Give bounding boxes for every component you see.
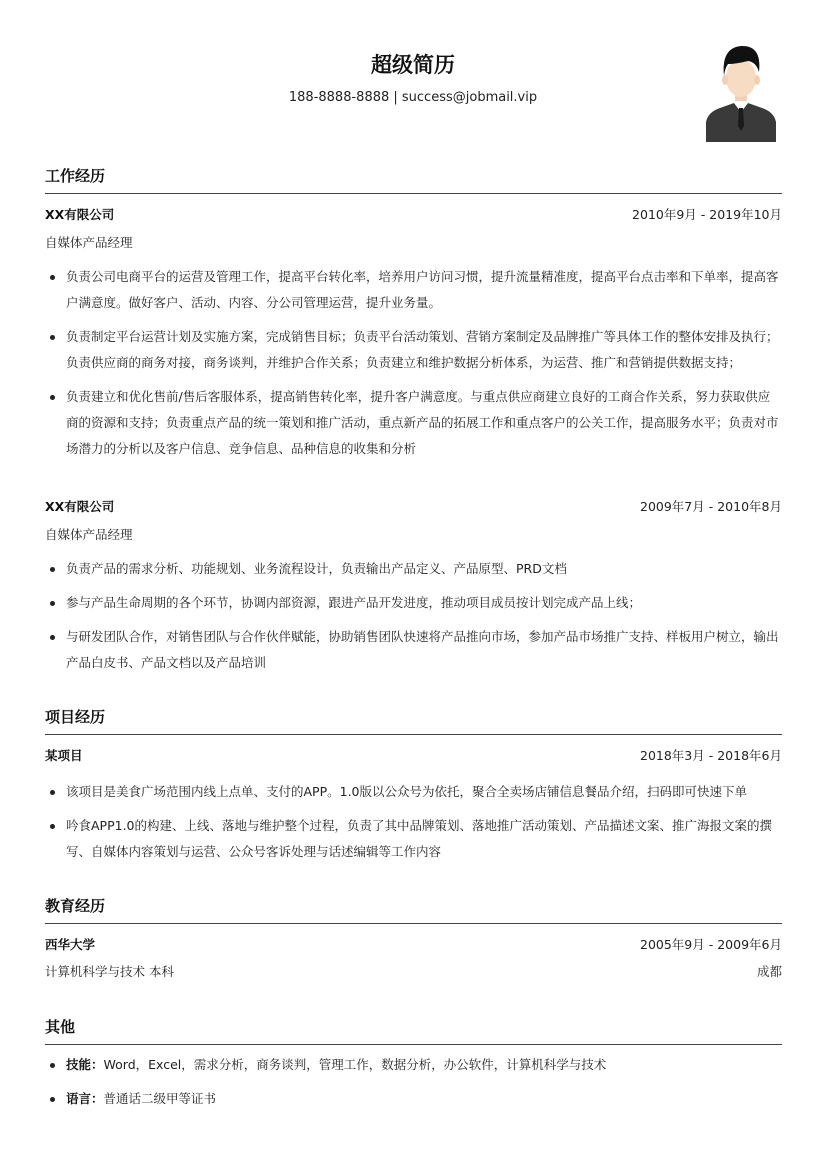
section-divider: [45, 734, 782, 735]
job-dates: 2009年7月 - 2010年8月: [640, 499, 782, 514]
avatar: [704, 42, 778, 142]
list-item: 负责公司电商平台的运营及管理工作，提高平台转化率，培养用户访问习惯，提升流量精准度，提高平台点击率和下单率，提高客户满意度。做好客户、活动、内容、分公司管理运营，提升业务量。: [45, 264, 780, 316]
education-city: 成都: [756, 964, 782, 979]
job-header: [45, 205, 782, 225]
education-dates: 2005年9月 - 2009年6月: [640, 937, 782, 952]
job-role: 自媒体产品经理: [45, 235, 133, 250]
section-title: 工作经历: [45, 167, 106, 185]
section-divider: [45, 1044, 782, 1045]
section-title: 教育经历: [45, 897, 106, 915]
section-work: [45, 165, 782, 194]
language-value: 普通话二级甲等证书: [103, 1091, 217, 1106]
job-header: [45, 497, 782, 517]
project-name: 某项目: [45, 748, 83, 763]
company-name: XX有限公司: [45, 499, 115, 514]
section-education: [45, 895, 782, 924]
job-bullets: [45, 556, 780, 684]
job-role-row: [45, 233, 782, 253]
job-role: 自媒体产品经理: [45, 527, 133, 542]
list-item: [45, 1086, 780, 1112]
section-projects: [45, 706, 782, 735]
job-bullets: [45, 264, 780, 470]
project-dates: 2018年3月 - 2018年6月: [640, 748, 782, 763]
education-detail: [45, 962, 782, 982]
major-degree: 计算机科学与技术 本科: [45, 964, 174, 979]
project-header: [45, 746, 782, 766]
section-divider: [45, 923, 782, 924]
company-name: XX有限公司: [45, 207, 115, 222]
other-bullets: [45, 1052, 780, 1120]
contact-info: 188-8888-8888 | success@jobmail.vip: [288, 90, 538, 105]
list-item: 吟食APP1.0的构建、上线、落地与维护整个过程，负责了其中品牌策划、落地推广活动策划、产品描述文案、推广海报文案的撰写、自媒体内容策划与运营、公众号客诉处理与话述编辑等工作内容: [45, 813, 780, 865]
job-dates: 2010年9月 - 2019年10月: [632, 207, 782, 222]
section-title: 项目经历: [45, 708, 106, 726]
job-role-row: [45, 525, 782, 545]
project-bullets: [45, 779, 780, 873]
education-header: [45, 935, 782, 955]
skills-value: Word，Excel，需求分析，商务谈判，管理工作，数据分析，办公软件，计算机科学与技术: [103, 1057, 607, 1072]
list-item: 与研发团队合作，对销售团队与合作伙伴赋能，协助销售团队快速将产品推向市场，参加产品市场推广支持、样板用户树立，输出产品白皮书、产品文档以及产品培训: [45, 624, 780, 676]
skills-label: 技能：: [66, 1057, 104, 1072]
language-label: 语言：: [66, 1091, 104, 1106]
list-item: 负责产品的需求分析、功能规划、业务流程设计，负责输出产品定义、产品原型、PRD文档: [45, 556, 780, 582]
list-item: [45, 1052, 780, 1078]
list-item: 该项目是美食广场范围内线上点单、支付的APP。1.0版以公众号为依托，聚合全卖场店铺信息餐品介绍，扫码即可快速下单: [45, 779, 780, 805]
list-item: 负责建立和优化售前/售后客服体系，提高销售转化率，提升客户满意度。与重点供应商建立良好的工商合作关系，努力获取供应商的资源和支持；负责重点产品的统一策划和推广活动，重点新产品的拓展工作和重点客户的公关工作，提高服务水平；负责对市场潜力的分析以及客户信息、竞争信息、品种信息的收集和分析: [45, 384, 780, 462]
list-item: 参与产品生命周期的各个环节，协调内部资源，跟进产品开发进度，推动项目成员按计划完成产品上线；: [45, 590, 780, 616]
section-divider: [45, 193, 782, 194]
school-name: 西华大学: [45, 937, 96, 952]
section-title: 其他: [45, 1018, 76, 1036]
section-other: [45, 1016, 782, 1045]
list-item: 负责制定平台运营计划及实施方案，完成销售目标；负责平台活动策划、营销方案制定及品牌推广等具体工作的整体安排及执行；负责供应商的商务对接，商务谈判，并维护合作关系；负责建立和维护数据分析体系，为运营、推广和营销提供数据支持；: [45, 324, 780, 376]
resume-title: 超级简历: [371, 53, 455, 77]
